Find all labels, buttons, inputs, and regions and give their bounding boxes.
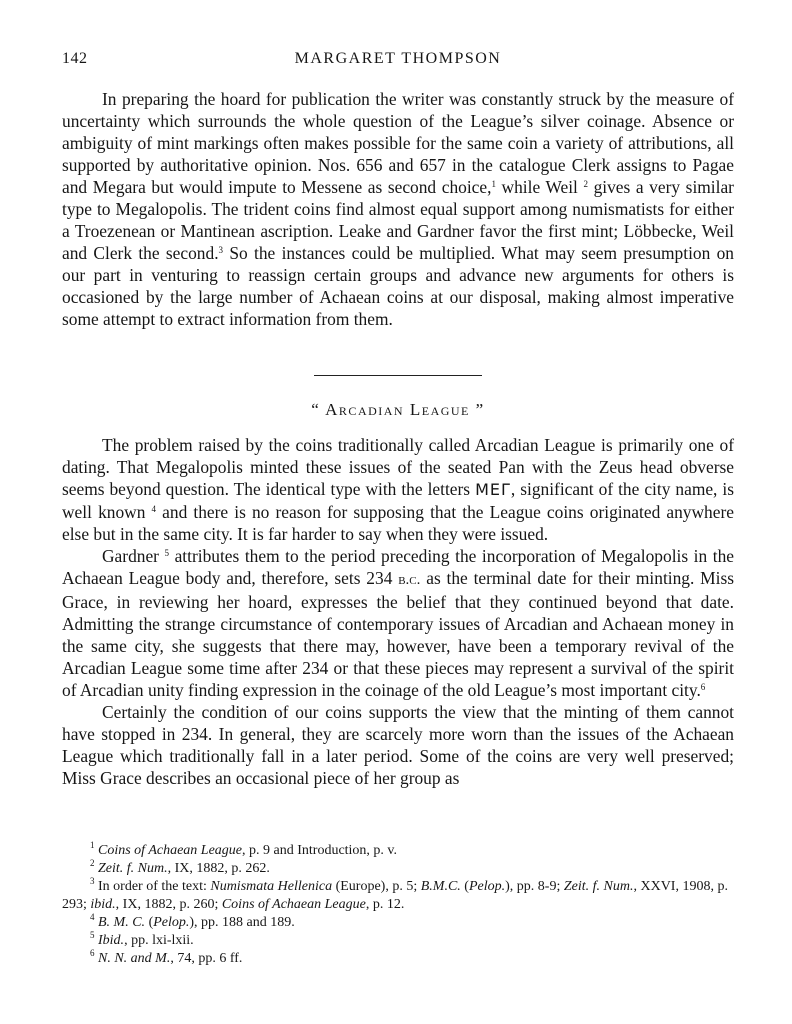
- footnote-4: $^4$ B. M. C. (Pelop.), pp. 188 and 189.: [90, 912, 295, 930]
- footnote-5: $^5$ Ibid., pp. lxi-lxii.: [90, 930, 194, 948]
- footnote-1: $^1$ Coins of Achaean League, p. 9 and Introduction, p. v.: [90, 840, 398, 858]
- footnotes: [62, 842, 734, 968]
- era-abbrev: b.c.: [398, 572, 421, 588]
- paragraph-1: The problem raised by the coins traditionally called Arcadian League is primarily one of dating. That Megalopolis minted these issues of the seated Pan with the Zeus head obverse seems beyond question. The identical type with the letters ΜΕΓ, significant of the city name, is well known $^4$ and there is no reason for supposing that the League coins originated anywhere else but in the same city. It is far harder to say when they were issued.: [62, 435, 734, 544]
- arcadian-league-section: [62, 434, 734, 789]
- footnote-ref: 2: [583, 179, 588, 189]
- running-header: [62, 50, 734, 74]
- footnote-ref: 6: [700, 682, 706, 692]
- footnote-ref: 5: [164, 548, 170, 558]
- section-heading: “ Arcadian League ”: [311, 400, 485, 419]
- paragraph-2: Gardner $^5$ attributes them to the period preceding the incorporation of Megalopolis in the Achaean League body and, therefore, sets 234 b.c. as the terminal date for their minting. Miss Grace, in reviewing her hoard, expresses the belief that they continued beyond that date. Admitting the strange circumstance of contemporary issues of Arcadian and Achaean money in the same city, she suggests that there may, however, have been a temporary revival of the Arcadian League some time after 234 or that these pieces may represent a survival of the spirit of Arcadian unity finding expression in the coinage of the old League’s most important city.$^6$: [62, 546, 734, 700]
- footnote-3: $^3$ In order of the text: Numismata Hellenica (Europe), p. 5; B.M.C. (Pelop.), pp. 8-9; Zeit. f. Num., XXVI, 1908, p. 293; ibid., IX, 1882, p. 260; Coins of Achaean League, p. 12.: [62, 876, 728, 912]
- footnote-ref: 3: [218, 245, 224, 255]
- footnote-2: $^2$ Zeit. f. Num., IX, 1882, p. 262.: [90, 858, 270, 876]
- footnote-ref: 1: [491, 179, 496, 189]
- intro-section: [62, 88, 734, 330]
- section-divider: [314, 375, 482, 376]
- footnote-ref: 4: [151, 504, 157, 514]
- paragraph-3: Certainly the condition of our coins supports the view that the minting of them cannot have stopped in 234. In general, they are scarcely more worn than the issues of the Achaean League which traditionally fall in a later period. Some of the coins are very well preserved; Miss Grace describes an occasional piece of her group as: [62, 702, 734, 788]
- page-number: 142: [62, 50, 88, 67]
- greek-letters: ΜΕΓ: [475, 480, 511, 499]
- intro-paragraph: In preparing the hoard for publication the writer was constantly struck by the measure of uncertainty which surrounds the whole question of the League’s silver coinage. Absence or ambiguity of mint markings often makes possible for the same coin a variety of attributions, all supported by authoritative opinion. Nos. 656 and 657 in the catalogue Clerk assigns to Pagae and Megara but would impute to Messene as second choice,$^1$ while Weil $^2$ gives a very similar type to Megalopolis. The trident coins find almost equal support among numismatists for either a Troezenean or Mantinean ascription. Leake and Gardner favor the first mint; Löbbecke, Weil and Clerk the second.$^3$ So the instances could be multiplied. What may seem presumption on our part in venturing to reassign certain groups and advance new arguments for others is occasioned by the large number of Achaean coins at our disposal, making almost imperative some attempt to extract information from them.: [62, 89, 734, 329]
- running-head-author: MARGARET THOMPSON: [294, 50, 502, 67]
- footnote-6: $^6$ N. N. and M., 74, pp. 6 ff.: [90, 948, 243, 966]
